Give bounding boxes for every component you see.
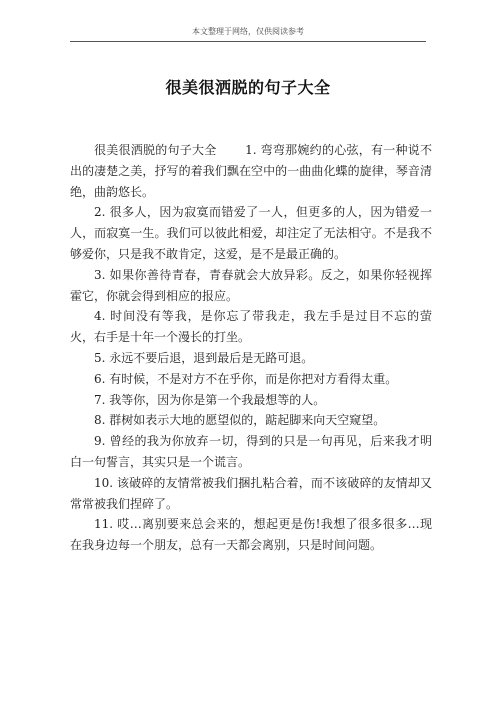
paragraph-11: 11. 哎…离别要来总会来的，想起更是伤!我想了很多很多…现在我身边每一个朋友，总有一天都会离别，只是时间问题。 [70, 517, 432, 553]
header-note: 本文整理于网络，仅供阅读参考 [192, 27, 304, 36]
paragraph-6: 6. 有时候，不是对方不在乎你，而是你把对方看得太重。 [94, 371, 398, 386]
paragraph-8: 8. 群树如表示大地的愿望似的，踮起脚来向天空窥望。 [94, 413, 386, 428]
document-body [70, 140, 432, 556]
paragraph-9: 9. 曾经的我为你放弃一切，得到的只是一句再见，后来我才明白一句誓言，其实只是一个谎言。 [70, 434, 432, 469]
paragraph-4: 4. 时间没有等我，是你忘了带我走，我左手是过目不忘的萤火，右手是十年一个漫长的打坐。 [70, 309, 432, 345]
document-title: 很美很洒脱的句子大全 [165, 78, 331, 97]
paragraph-2: 2. 很多人，因为寂寞而错爱了一人，但更多的人，因为错爱一人，而寂寞一生。我们可以彼此相爱，却注定了无法相守。不是我不够爱你，只是我不敢肯定，这爱，是不是最正确的。 [70, 205, 432, 261]
paragraph-intro: 很美很洒脱的句子大全 1. 弯弯那婉约的心弦，有一种说不出的凄楚之美，抒写的着我们飘在空中的一曲曲化蝶的旋律，琴音清绝，曲韵悠长。 [70, 143, 432, 199]
paragraph-3: 3. 如果你善待青春，青春就会大放异彩。反之，如果你轻视挥霍它，你就会得到相应的报应。 [70, 267, 432, 303]
paragraph-7: 7. 我等你，因为你是第一个我最想等的人。 [94, 392, 326, 407]
header-divider [70, 41, 426, 42]
paragraph-5: 5. 永远不要后退，退到最后是无路可退。 [94, 350, 314, 365]
paragraph-10: 10. 该破碎的友情常被我们捆扎粘合着，而不该破碎的友情却又常常被我们捏碎了。 [70, 475, 432, 511]
